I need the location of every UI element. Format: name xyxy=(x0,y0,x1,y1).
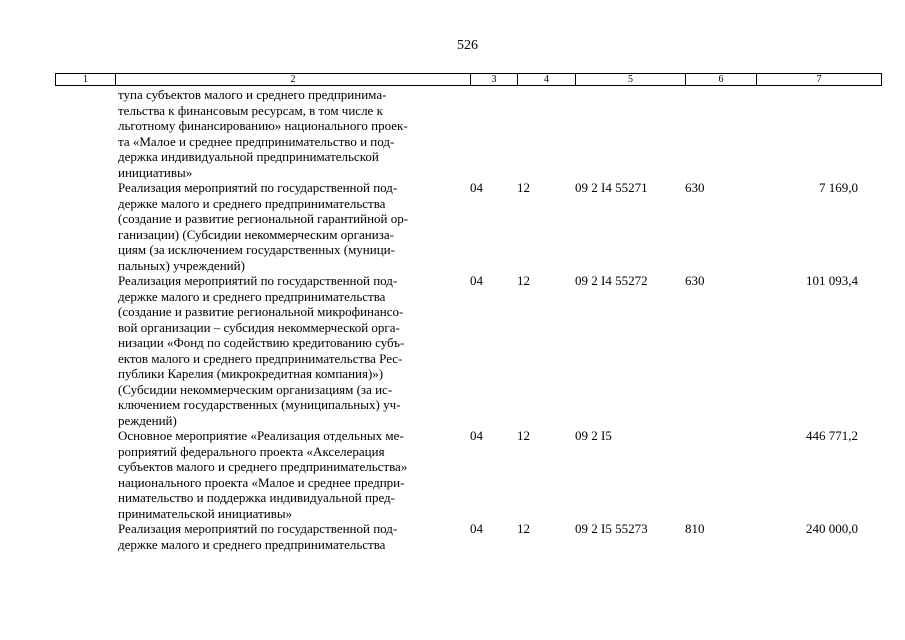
row-section: 04 xyxy=(470,428,483,443)
row-section: 04 xyxy=(470,180,483,195)
description-line: ганизации) (Субсидии некоммерческим организа- xyxy=(118,226,394,242)
description-line: тупа субъектов малого и среднего предпринима- xyxy=(118,87,387,102)
row-target-article xyxy=(575,87,685,180)
header-col-6: 6 xyxy=(686,74,757,86)
header-col-7: 7 xyxy=(757,74,882,86)
row-description xyxy=(55,87,470,180)
description-line: держке малого и среднего предпринимательства xyxy=(118,288,386,304)
row-subsection: 12 xyxy=(517,428,530,443)
row-subsection: 12 xyxy=(517,521,530,536)
row-amount: 240 000,0 xyxy=(806,521,858,536)
description-line: принимательской инициативы» xyxy=(118,505,293,521)
row-target-article: 09 2 I4 55271 xyxy=(575,180,648,195)
header-row xyxy=(56,74,882,86)
header-col-5: 5 xyxy=(576,74,686,86)
row-description xyxy=(55,521,470,552)
description-line: (Субсидии некоммерческим организациям (за ис- xyxy=(118,381,393,397)
description-line: ектов малого и среднего предпринимательства Рес- xyxy=(118,350,403,366)
description-line: та «Малое и среднее предпринимательство и под- xyxy=(118,133,395,149)
budget-table-body xyxy=(55,87,881,552)
row-amount xyxy=(756,87,881,180)
row-expense-type xyxy=(685,428,756,521)
description-line: Реализация мероприятий по государственной под- xyxy=(118,521,398,536)
description-line: публики Карелия (микрокредитная компания)») xyxy=(118,366,384,381)
description-line: низации «Фонд по содействию кредитованию субъ- xyxy=(118,335,405,350)
description-line: национального проекта «Малое и среднее предпри- xyxy=(118,474,405,490)
description-line: держка индивидуальной предпринимательской xyxy=(118,149,379,164)
row-target-article: 09 2 I4 55272 xyxy=(575,273,648,288)
table-row xyxy=(55,87,881,180)
row-expense-type: 630 xyxy=(685,180,705,195)
row-section: 04 xyxy=(470,521,483,536)
row-expense-type: 810 xyxy=(685,521,705,536)
column-number-header xyxy=(55,73,882,86)
row-subsection: 12 xyxy=(517,273,530,288)
row-expense-type: 630 xyxy=(685,273,705,288)
table-row xyxy=(55,428,881,521)
description-line: (создание и развитие региональной микрофинансо- xyxy=(118,304,404,319)
description-line: вой организации – субсидия некоммерческой орга- xyxy=(118,319,400,335)
row-amount: 7 169,0 xyxy=(819,180,858,195)
description-line: Основное мероприятие «Реализация отдельных ме- xyxy=(118,428,404,443)
table-row xyxy=(55,521,881,552)
row-description xyxy=(55,273,470,428)
row-expense-type xyxy=(685,87,756,180)
description-line: (создание и развитие региональной гарантийной ор- xyxy=(118,211,409,226)
row-target-article: 09 2 I5 55273 xyxy=(575,521,648,536)
header-col-4: 4 xyxy=(518,74,576,86)
description-line: нимательство и поддержка индивидуальной пред- xyxy=(118,490,395,505)
row-amount: 446 771,2 xyxy=(806,428,858,443)
row-target-article: 09 2 I5 xyxy=(575,428,612,443)
description-line: ключением государственных (муниципальных) уч- xyxy=(118,397,401,412)
description-line: льготному финансированию» национального проек- xyxy=(118,118,408,133)
row-section xyxy=(470,87,517,180)
header-col-1: 1 xyxy=(56,74,116,86)
row-description xyxy=(55,428,470,521)
description-line: держке малого и среднего предпринимательства xyxy=(118,195,386,211)
row-amount: 101 093,4 xyxy=(806,273,858,288)
description-line: инициативы» xyxy=(118,164,193,180)
description-line: тельства к финансовым ресурсам, в том числе к xyxy=(118,102,383,118)
row-section: 04 xyxy=(470,273,483,288)
header-col-3: 3 xyxy=(471,74,518,86)
row-description xyxy=(55,180,470,273)
description-line: роприятий федерального проекта «Акселерация xyxy=(118,443,385,459)
row-subsection: 12 xyxy=(517,180,530,195)
table-row xyxy=(55,180,881,273)
description-line: Реализация мероприятий по государственной под- xyxy=(118,180,398,195)
description-line: пальных) учреждений) xyxy=(118,257,245,273)
page-number: 526 xyxy=(457,38,478,53)
description-line: субъектов малого и среднего предпринимательства» xyxy=(118,459,408,474)
header-col-2: 2 xyxy=(116,74,471,86)
row-subsection xyxy=(517,87,575,180)
description-line: циям (за исключением государственных (муници- xyxy=(118,242,395,257)
description-line: держке малого и среднего предпринимательства xyxy=(118,536,386,552)
table-row xyxy=(55,273,881,428)
description-line: Реализация мероприятий по государственной под- xyxy=(118,273,398,288)
description-line: реждений) xyxy=(118,412,177,428)
